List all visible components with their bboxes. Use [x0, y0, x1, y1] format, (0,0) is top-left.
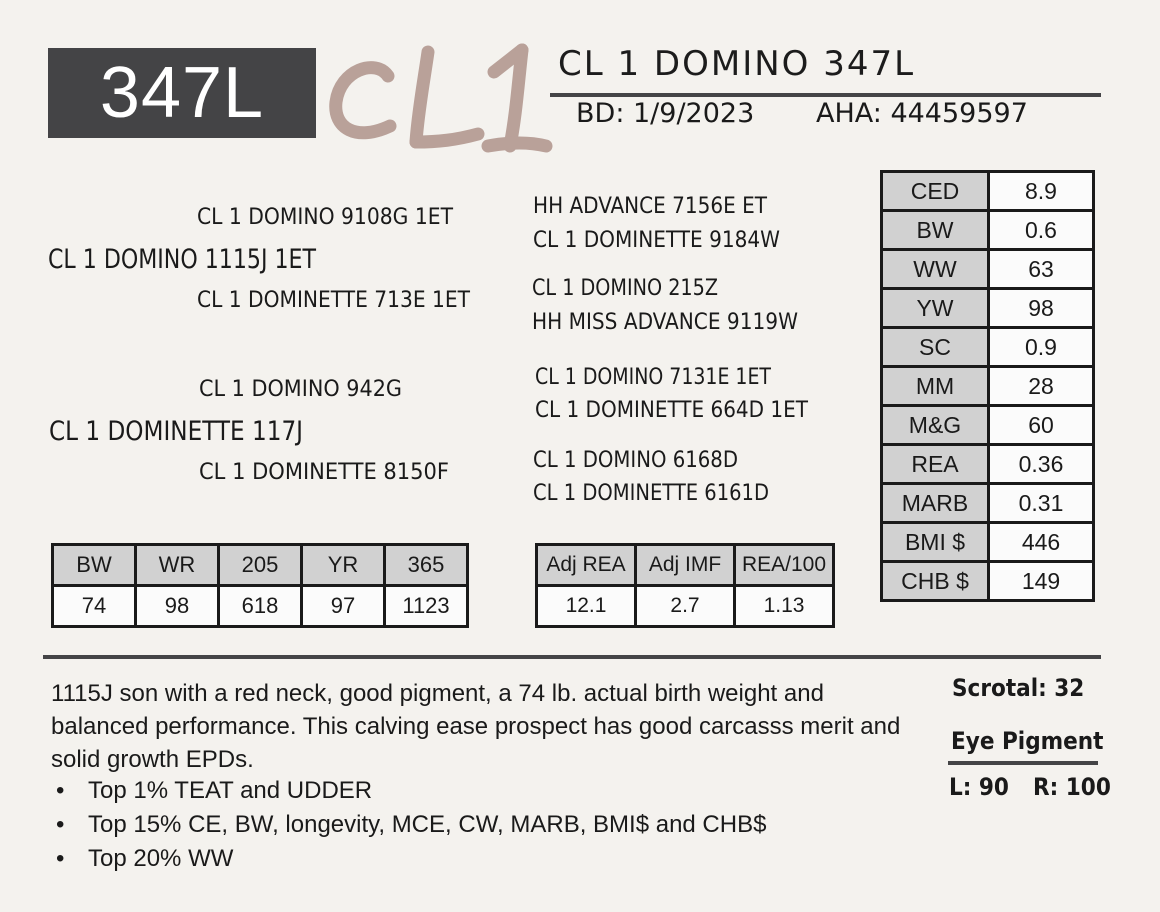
epd-value: 149 — [989, 562, 1094, 601]
carcass-header: REA/100 — [735, 545, 834, 586]
pedigree-sd-dam: HH MISS ADVANCE 9119W — [532, 310, 798, 335]
epd-row — [882, 562, 1094, 601]
performance-table — [51, 543, 469, 628]
epd-row — [882, 328, 1094, 367]
highlight-text: Top 15% CE, BW, longevity, MCE, CW, MARB, BMI$ and CHB$ — [88, 811, 767, 838]
performance-header: BW — [53, 545, 136, 586]
birth-date: BD: 1/9/2023 — [576, 98, 755, 129]
epd-row — [882, 367, 1094, 406]
carcass-header-row — [537, 545, 834, 586]
performance-header: WR — [136, 545, 219, 586]
epd-label: MM — [882, 367, 989, 406]
lot-number: 347L — [99, 53, 265, 133]
performance-value-row — [53, 586, 468, 627]
epd-row — [882, 172, 1094, 211]
epd-label: REA — [882, 445, 989, 484]
epd-value: 60 — [989, 406, 1094, 445]
lot-number-box — [48, 48, 316, 138]
carcass-header: Adj REA — [537, 545, 636, 586]
epd-row — [882, 445, 1094, 484]
performance-header-row — [53, 545, 468, 586]
epd-label: WW — [882, 250, 989, 289]
pedigree-ss-dam: CL 1 DOMINETTE 9184W — [533, 228, 780, 253]
performance-value: 74 — [53, 586, 136, 627]
carcass-value: 1.13 — [735, 586, 834, 627]
performance-header: YR — [302, 545, 385, 586]
epd-value: 446 — [989, 523, 1094, 562]
epd-row — [882, 289, 1094, 328]
highlights-list — [56, 774, 766, 876]
epd-value: 28 — [989, 367, 1094, 406]
carcass-header: Adj IMF — [636, 545, 735, 586]
pedigree-ds-dam: CL 1 DOMINETTE 664D 1ET — [535, 398, 808, 423]
pedigree-dd-dam: CL 1 DOMINETTE 6161D — [533, 481, 769, 506]
epd-row — [882, 250, 1094, 289]
eye-pigment-right: R: 100 — [1033, 773, 1111, 801]
pedigree-ss-sire: HH ADVANCE 7156E ET — [533, 194, 767, 219]
description-text: 1115J son with a red neck, good pigment, a 74 lb. actual birth weight and balanced performance. This calving ease prospect has good carcasss merit and solid growth EPDs. — [51, 680, 901, 773]
epd-row — [882, 211, 1094, 250]
epd-value: 0.36 — [989, 445, 1094, 484]
highlight-text: Top 20% WW — [88, 845, 234, 872]
scrotal-measurement: Scrotal: 32 — [952, 674, 1085, 702]
performance-header: 365 — [385, 545, 468, 586]
bullet-icon: • — [56, 811, 65, 838]
bullet-icon: • — [56, 845, 65, 872]
carcass-value: 12.1 — [537, 586, 636, 627]
epd-value: 63 — [989, 250, 1094, 289]
header-divider — [550, 93, 1101, 97]
pedigree-dam-dam: CL 1 DOMINETTE 8150F — [199, 460, 449, 485]
pedigree-ds-sire: CL 1 DOMINO 7131E 1ET — [535, 365, 771, 390]
epd-row — [882, 406, 1094, 445]
epd-row — [882, 484, 1094, 523]
highlight-item — [56, 774, 766, 808]
epd-label: CED — [882, 172, 989, 211]
epd-label: MARB — [882, 484, 989, 523]
highlight-item — [56, 842, 766, 876]
performance-value: 1123 — [385, 586, 468, 627]
pedigree-sire-dam: CL 1 DOMINETTE 713E 1ET — [197, 288, 470, 313]
bullet-icon: • — [56, 777, 65, 804]
pedigree-dam: CL 1 DOMINETTE 117J — [49, 416, 303, 447]
epd-value: 0.6 — [989, 211, 1094, 250]
performance-header: 205 — [219, 545, 302, 586]
cl1-brand-logo — [318, 30, 558, 155]
pedigree-dd-sire: CL 1 DOMINO 6168D — [533, 448, 738, 473]
aha-registration: AHA: 44459597 — [816, 98, 1028, 129]
carcass-value: 2.7 — [636, 586, 735, 627]
epd-label: BMI $ — [882, 523, 989, 562]
pedigree-dam-sire: CL 1 DOMINO 942G — [199, 377, 402, 402]
eye-pigment-title: Eye Pigment — [951, 727, 1104, 755]
pedigree-sire: CL 1 DOMINO 1115J 1ET — [48, 244, 316, 275]
epd-value: 8.9 — [989, 172, 1094, 211]
highlight-text: Top 1% TEAT and UDDER — [88, 777, 373, 804]
epd-value: 0.9 — [989, 328, 1094, 367]
epd-label: M&G — [882, 406, 989, 445]
eye-pigment-underline — [948, 761, 1098, 765]
epd-label: SC — [882, 328, 989, 367]
epd-value: 98 — [989, 289, 1094, 328]
epd-label: CHB $ — [882, 562, 989, 601]
epd-label: YW — [882, 289, 989, 328]
epd-value: 0.31 — [989, 484, 1094, 523]
animal-name: CL 1 DOMINO 347L — [558, 44, 916, 84]
section-divider — [43, 655, 1101, 659]
pedigree-sd-sire: CL 1 DOMINO 215Z — [532, 276, 718, 301]
epd-label: BW — [882, 211, 989, 250]
carcass-value-row — [537, 586, 834, 627]
performance-value: 618 — [219, 586, 302, 627]
performance-value: 97 — [302, 586, 385, 627]
highlight-item — [56, 808, 766, 842]
epd-row — [882, 523, 1094, 562]
carcass-table — [535, 543, 835, 628]
epd-table — [880, 170, 1095, 602]
eye-pigment-left: L: 90 — [949, 773, 1009, 801]
pedigree-sire-sire: CL 1 DOMINO 9108G 1ET — [197, 205, 453, 230]
performance-value: 98 — [136, 586, 219, 627]
